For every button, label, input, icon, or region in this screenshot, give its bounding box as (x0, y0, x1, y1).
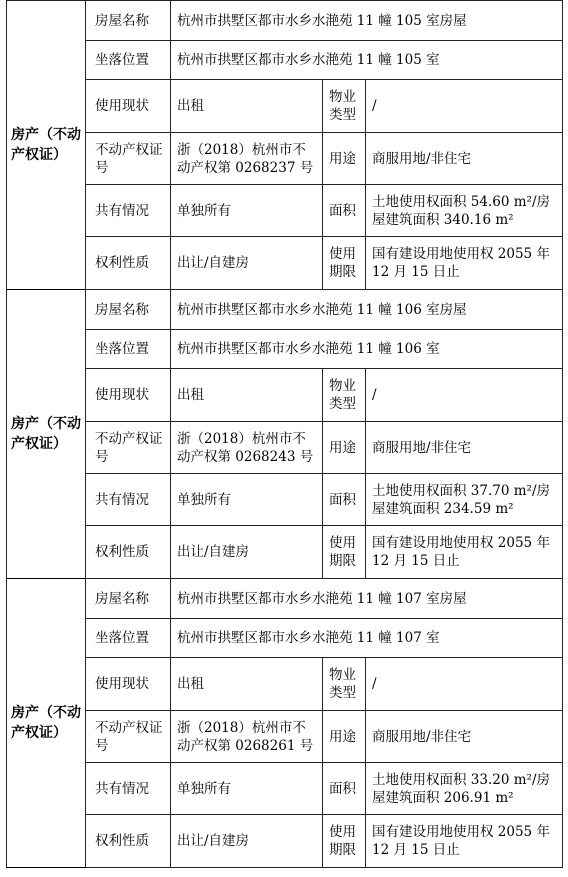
term-label: 使用期限 (323, 237, 366, 290)
rights-value: 出让/自建房 (171, 237, 323, 290)
usage-status-value: 出租 (171, 80, 323, 133)
certificate-label: 不动产权证号 (86, 422, 171, 474)
property-type-value: / (366, 80, 563, 133)
row-usage-status (7, 80, 563, 133)
house-name-label: 房屋名称 (86, 290, 171, 330)
location-value: 杭州市拱墅区都市水乡水滟苑 11 幢 107 室 (171, 619, 563, 658)
property-type-label: 物业类型 (323, 658, 366, 711)
row-location (7, 619, 563, 658)
ownership-value: 单独所有 (171, 474, 323, 526)
row-certificate (7, 133, 563, 185)
term-label: 使用期限 (323, 526, 366, 579)
ownership-label: 共有情况 (86, 185, 171, 237)
area-value: 土地使用权面积 33.20 m²/房屋建筑面积 206.91 m² (366, 763, 563, 815)
property-type-label: 物业类型 (323, 369, 366, 422)
house-name-value: 杭州市拱墅区都市水乡水滟苑 11 幢 105 室房屋 (171, 1, 563, 41)
use-value: 商服用地/非住宅 (366, 133, 563, 185)
term-label: 使用期限 (323, 815, 366, 868)
property-type-label: 物业类型 (323, 80, 366, 133)
row-usage-status (7, 369, 563, 422)
row-location (7, 41, 563, 80)
use-value: 商服用地/非住宅 (366, 711, 563, 763)
row-ownership (7, 474, 563, 526)
term-value: 国有建设用地使用权 2055 年 12 月 15 日止 (366, 526, 563, 579)
row-certificate (7, 422, 563, 474)
location-label: 坐落位置 (86, 330, 171, 369)
location-value: 杭州市拱墅区都市水乡水滟苑 11 幢 105 室 (171, 41, 563, 80)
rights-label: 权利性质 (86, 237, 171, 290)
certificate-number: 浙（2018）杭州市不动产权第 0268261 号 (171, 711, 323, 763)
row-rights (7, 526, 563, 579)
property-type-value: / (366, 658, 563, 711)
row-rights (7, 815, 563, 868)
row-house-name (7, 290, 563, 330)
certificate-number: 浙（2018）杭州市不动产权第 0268237 号 (171, 133, 323, 185)
area-label: 面积 (323, 474, 366, 526)
certificate-number: 浙（2018）杭州市不动产权第 0268243 号 (171, 422, 323, 474)
location-value: 杭州市拱墅区都市水乡水滟苑 11 幢 106 室 (171, 330, 563, 369)
usage-status-label: 使用现状 (86, 80, 171, 133)
property-type-value: / (366, 369, 563, 422)
certificate-label: 不动产权证号 (86, 711, 171, 763)
usage-status-value: 出租 (171, 658, 323, 711)
rights-label: 权利性质 (86, 526, 171, 579)
rights-label: 权利性质 (86, 815, 171, 868)
term-value: 国有建设用地使用权 2055 年 12 月 15 日止 (366, 237, 563, 290)
use-label: 用途 (323, 711, 366, 763)
usage-status-label: 使用现状 (86, 369, 171, 422)
certificate-label: 不动产权证号 (86, 133, 171, 185)
row-rights (7, 237, 563, 290)
group-label: 房产（不动产权证） (7, 579, 86, 868)
row-house-name (7, 579, 563, 619)
area-label: 面积 (323, 763, 366, 815)
area-label: 面积 (323, 185, 366, 237)
row-house-name (7, 1, 563, 41)
ownership-label: 共有情况 (86, 474, 171, 526)
area-value: 土地使用权面积 54.60 m²/房屋建筑面积 340.16 m² (366, 185, 563, 237)
group-label: 房产（不动产权证） (7, 290, 86, 579)
ownership-value: 单独所有 (171, 185, 323, 237)
use-value: 商服用地/非住宅 (366, 422, 563, 474)
row-certificate (7, 711, 563, 763)
row-usage-status (7, 658, 563, 711)
property-table (6, 0, 563, 868)
group-label: 房产（不动产权证） (7, 1, 86, 290)
row-location (7, 330, 563, 369)
usage-status-label: 使用现状 (86, 658, 171, 711)
row-ownership (7, 185, 563, 237)
area-value: 土地使用权面积 37.70 m²/房屋建筑面积 234.59 m² (366, 474, 563, 526)
house-name-value: 杭州市拱墅区都市水乡水滟苑 11 幢 106 室房屋 (171, 290, 563, 330)
term-value: 国有建设用地使用权 2055 年 12 月 15 日止 (366, 815, 563, 868)
rights-value: 出让/自建房 (171, 815, 323, 868)
house-name-label: 房屋名称 (86, 579, 171, 619)
location-label: 坐落位置 (86, 41, 171, 80)
ownership-value: 单独所有 (171, 763, 323, 815)
row-ownership (7, 763, 563, 815)
rights-value: 出让/自建房 (171, 526, 323, 579)
use-label: 用途 (323, 422, 366, 474)
house-name-label: 房屋名称 (86, 1, 171, 41)
house-name-value: 杭州市拱墅区都市水乡水滟苑 11 幢 107 室房屋 (171, 579, 563, 619)
ownership-label: 共有情况 (86, 763, 171, 815)
property-table-wrapper (6, 0, 562, 868)
use-label: 用途 (323, 133, 366, 185)
location-label: 坐落位置 (86, 619, 171, 658)
usage-status-value: 出租 (171, 369, 323, 422)
property-table-body (7, 1, 563, 868)
